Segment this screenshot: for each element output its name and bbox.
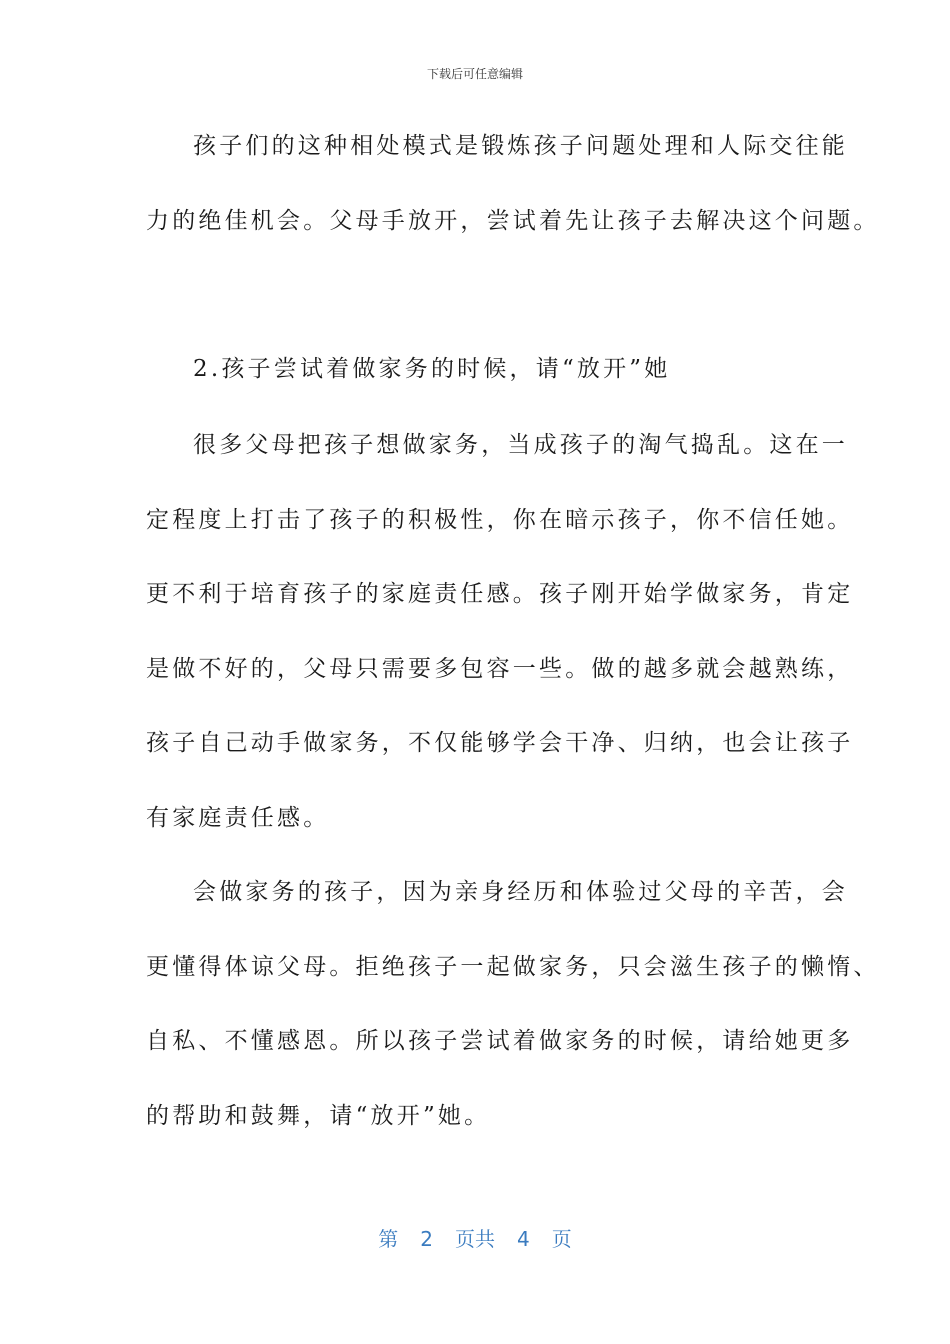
paragraph-line: 很多父母把孩子想做家务，当成孩子的淘气捣乱。这在一 [193,432,848,458]
page-of-label: 页共 [455,1227,495,1251]
section-heading: 2.孩子尝试着做家务的时候，请“放开”她 [193,356,671,382]
paragraph-line: 会做家务的孩子，因为亲身经历和体验过父母的辛苦，会 [193,879,848,905]
paragraph-line: 力的绝佳机会。父母手放开，尝试着先让孩子去解决这个问题。 [146,208,880,234]
paragraph-line: 的帮助和鼓舞，请“放开”她。 [146,1103,491,1129]
paragraph-line: 定程度上打击了孩子的积极性，你在暗示孩子，你不信任她。 [146,507,854,533]
paragraph-line: 孩子自己动手做家务，不仅能够学会干净、归纳，也会让孩子 [146,730,854,756]
current-page-number: 2 [420,1227,433,1251]
page-header: 下载后可任意编辑 [426,67,523,81]
page-label: 第 [378,1227,399,1251]
page-suffix-label: 页 [551,1227,572,1251]
paragraph-line: 有家庭责任感。 [146,805,330,831]
paragraph-line: 孩子们的这种相处模式是锻炼孩子问题处理和人际交往能 [193,133,848,159]
paragraph-line: 是做不好的，父母只需要多包容一些。做的越多就会越熟练， [146,656,854,682]
paragraph-line: 更懂得体谅父母。拒绝孩子一起做家务，只会滋生孩子的懒惰、 [146,954,880,980]
page-footer [0,1226,950,1252]
total-pages-number: 4 [517,1227,530,1251]
paragraph-line: 自私、不懂感恩。所以孩子尝试着做家务的时候，请给她更多 [146,1028,854,1054]
paragraph-line: 更不利于培育孩子的家庭责任感。孩子刚开始学做家务，肯定 [146,581,854,607]
